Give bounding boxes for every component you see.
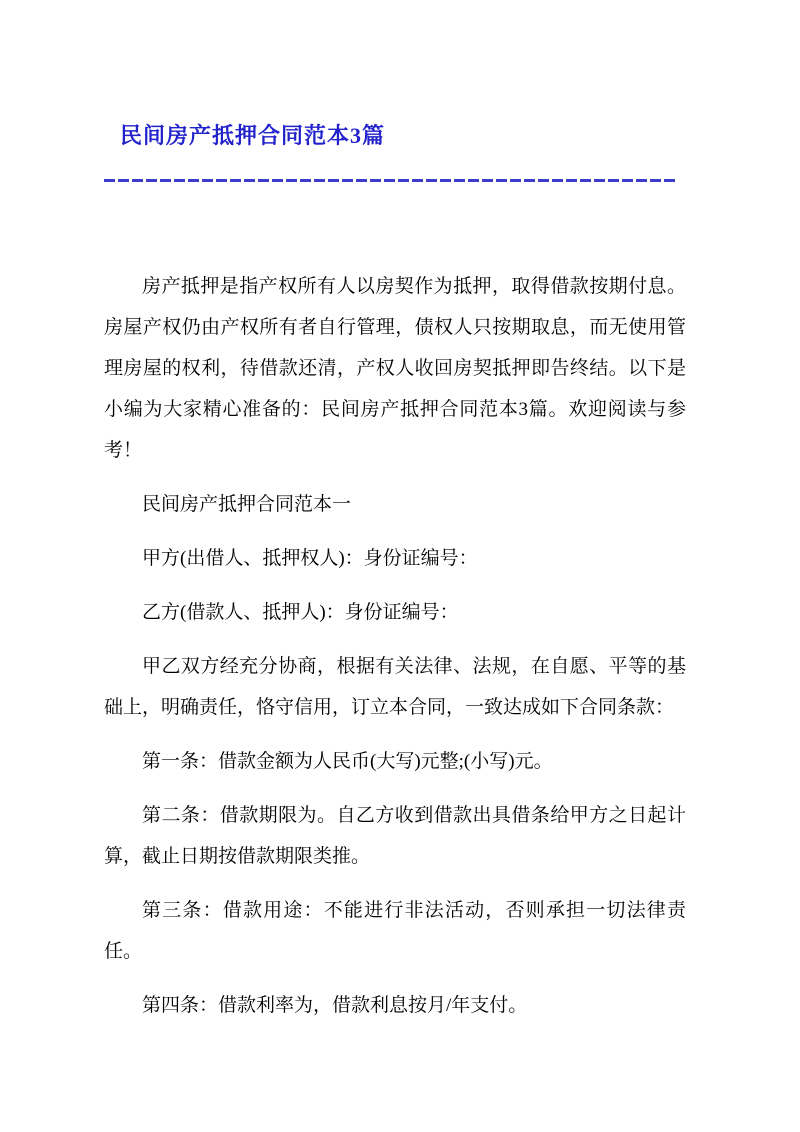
paragraph-clause-4: 第四条：借款利率为，借款利息按月/年支付。 <box>142 995 528 1016</box>
paragraph-clause-1: 第一条：借款金额为人民币(大写)元整;(小写)元。 <box>142 751 553 772</box>
paragraph-preamble: 甲乙双方经充分协商，根据有关法律、法规，在自愿、平等的基础上，明确责任，恪守信用，订立本合同，一致达成如下合同条款： <box>104 656 686 718</box>
document-content <box>104 121 686 1026</box>
paragraph-clause-2: 第二条：借款期限为。自乙方收到借款出具借条给甲方之日起计算，截止日期按借款期限类推。 <box>104 805 686 867</box>
paragraph-clause-3: 第三条：借款用途：不能进行非法活动，否则承担一切法律责任。 <box>104 900 686 962</box>
document-body <box>104 266 686 1026</box>
paragraph-intro: 房产抵押是指产权所有人以房契作为抵押，取得借款按期付息。房屋产权仍由产权所有者自行管理，债权人只按期取息，而无使用管理房屋的权利，待借款还清，产权人收回房契抵押即告终结。以下是小编为大家精心准备的：民间房产抵押合同范本3篇。欢迎阅读与参考！ <box>104 276 686 461</box>
paragraph-section-heading: 民间房产抵押合同范本一 <box>142 494 352 515</box>
paragraph-party-b: 乙方(借款人、抵押人)：身份证编号： <box>142 602 459 623</box>
paragraph-party-a: 甲方(出借人、抵押权人)：身份证编号： <box>142 548 478 569</box>
separator-dashed-line <box>104 179 676 182</box>
document-title: 民间房产抵押合同范本3篇 <box>120 123 386 148</box>
